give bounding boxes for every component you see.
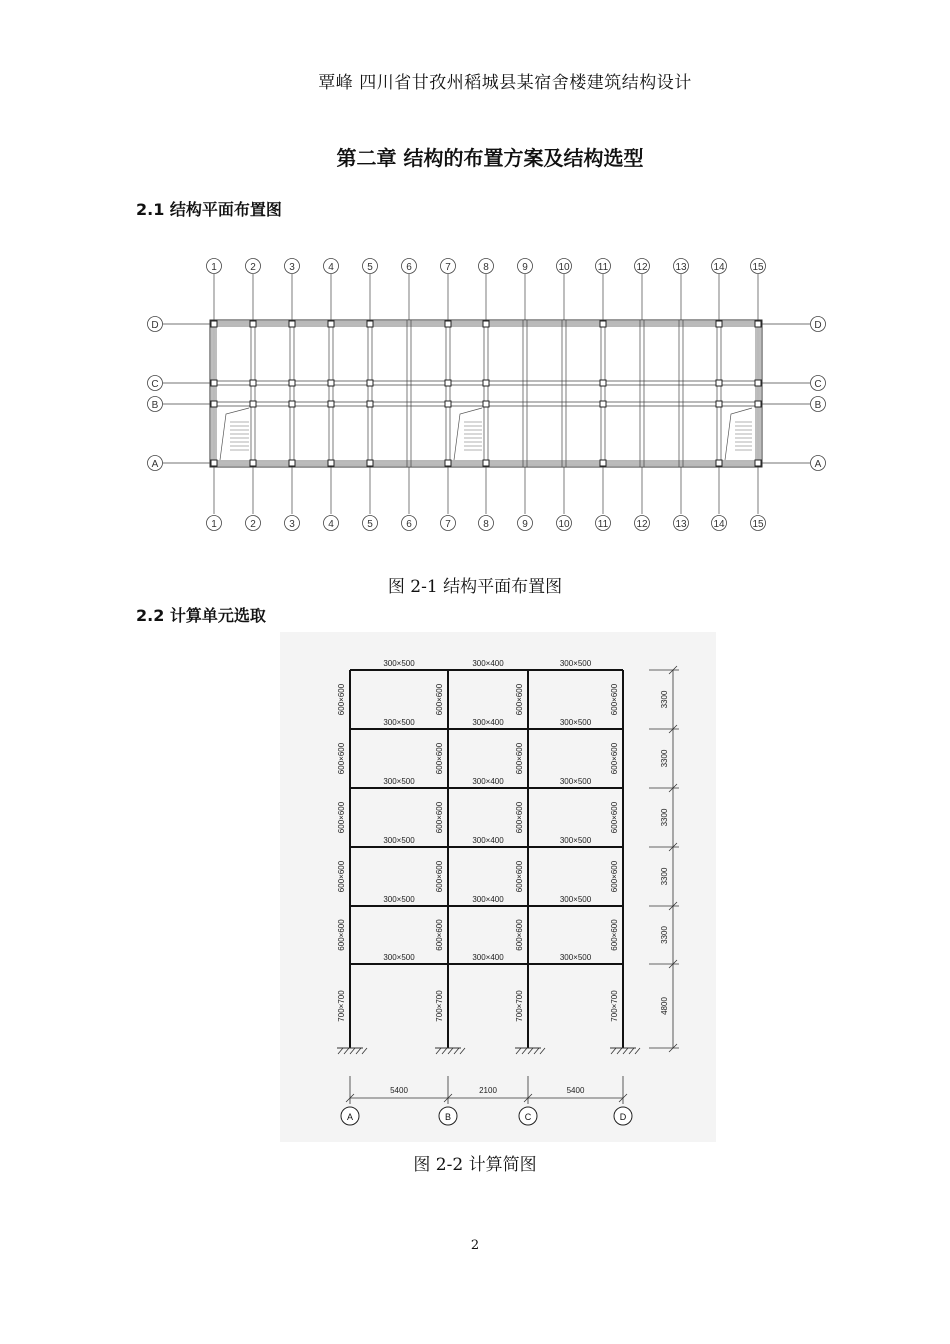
axis-number-bottom: 7 (445, 519, 451, 530)
axis-number-bottom: 3 (289, 519, 295, 530)
column (755, 401, 761, 407)
axis-number-top: 15 (752, 262, 764, 273)
column (716, 460, 722, 466)
column-label: 600×600 (337, 742, 346, 775)
stair (220, 408, 249, 460)
column (483, 460, 489, 466)
span-label: 5400 (566, 1086, 585, 1095)
structural-plan-figure (0, 250, 950, 540)
column-label: 600×600 (337, 683, 346, 716)
story-height-label: 3300 (660, 926, 669, 944)
column-label: 600×600 (435, 683, 444, 716)
column (367, 460, 373, 466)
chapter-title: 第二章 结构的布置方案及结构选型 (336, 146, 644, 170)
axis-label: B (444, 1112, 452, 1122)
column (250, 380, 256, 386)
beam-label: 300×400 (472, 953, 504, 962)
story-height-label: 3300 (660, 690, 669, 709)
column-label: 600×600 (610, 860, 619, 893)
beam-label: 300×400 (472, 659, 504, 668)
column (328, 401, 334, 407)
beam-label: 300×500 (559, 836, 592, 845)
beam-label: 300×500 (383, 836, 415, 845)
column-label: 600×600 (610, 801, 619, 834)
axis-number-bottom: 8 (483, 519, 489, 530)
column-label: 700×700 (610, 990, 619, 1022)
beam-label: 300×500 (559, 895, 592, 904)
story-height-label: 3300 (660, 749, 669, 768)
column (716, 321, 722, 327)
figure-2-1-caption: 图 2-1 结构平面布置图 (387, 577, 563, 597)
column-label: 600×600 (435, 801, 444, 834)
axis-number-top: 6 (406, 262, 412, 273)
axis-number-top: 12 (636, 262, 648, 273)
column-label: 600×600 (515, 801, 524, 834)
axis-label: D (619, 1112, 627, 1122)
axis-number-bottom: 5 (367, 519, 373, 530)
column-label: 600×600 (435, 860, 444, 893)
column (445, 321, 451, 327)
axis-number-top: 5 (367, 262, 373, 273)
axis-letter-left: A (151, 459, 159, 470)
axis-letter-right: D (814, 320, 822, 331)
axis-number-top: 10 (558, 262, 570, 273)
axis-number-top: 8 (483, 262, 489, 273)
axis-number-top: 7 (445, 262, 451, 273)
column-label: 600×600 (610, 683, 619, 716)
column (755, 321, 761, 327)
column (445, 380, 451, 386)
column (600, 460, 606, 466)
beam-label: 300×400 (472, 895, 504, 904)
column-label: 600×600 (435, 919, 444, 951)
axis-number-bottom: 9 (522, 519, 528, 530)
axis-number-top: 11 (597, 262, 609, 273)
figure-2-2-caption: 图 2-2 计算简图 (413, 1155, 537, 1175)
column (367, 380, 373, 386)
column (367, 321, 373, 327)
column (289, 401, 295, 407)
column (445, 401, 451, 407)
column (250, 460, 256, 466)
column-label: 600×600 (515, 683, 524, 716)
axis-number-top: 9 (522, 262, 528, 273)
axis-number-bottom: 15 (752, 519, 764, 530)
axis-number-top: 1 (211, 262, 217, 273)
section-heading-2-1: 2.1 结构平面布置图 (136, 200, 282, 219)
axis-number-bottom: 4 (328, 519, 334, 530)
axis-number-top: 4 (328, 262, 334, 273)
column-label: 600×600 (435, 742, 444, 775)
column (289, 321, 295, 327)
axis-number-bottom: 1 (211, 519, 217, 530)
axis-number-bottom: 10 (558, 519, 570, 530)
beam-label: 300×500 (383, 659, 415, 668)
column (211, 460, 217, 466)
column (328, 380, 334, 386)
column-label: 600×600 (515, 860, 524, 893)
beam-label: 300×500 (383, 777, 415, 786)
beam-label: 300×500 (559, 953, 592, 962)
axis-number-bottom: 6 (406, 519, 412, 530)
axis-letter-left: C (151, 379, 159, 390)
column (716, 380, 722, 386)
beam-label: 300×500 (559, 777, 592, 786)
axis-number-bottom: 12 (636, 519, 648, 530)
column (367, 401, 373, 407)
beam-label: 300×500 (559, 659, 592, 668)
column-label: 700×700 (515, 990, 524, 1022)
column (445, 460, 451, 466)
axis-label: C (524, 1112, 532, 1122)
column-label: 700×700 (337, 990, 346, 1022)
stair (725, 408, 752, 460)
column (211, 380, 217, 386)
beam-label: 300×400 (472, 718, 504, 727)
column-label: 600×600 (337, 919, 346, 951)
axis-label: A (346, 1112, 354, 1122)
span-label: 5400 (390, 1086, 408, 1095)
page-header: 覃峰 四川省甘孜州稻城县某宿舍楼建筑结构设计 (318, 73, 692, 93)
column (250, 321, 256, 327)
column (600, 380, 606, 386)
column (483, 321, 489, 327)
axis-number-top: 14 (713, 262, 725, 273)
axis-number-top: 3 (289, 262, 295, 273)
beam-label: 300×400 (472, 836, 504, 845)
axis-letter-right: C (814, 379, 822, 390)
column-label: 600×600 (610, 742, 619, 775)
column (755, 380, 761, 386)
calculation-diagram-figure (280, 632, 716, 1142)
axis-letter-right: A (814, 459, 822, 470)
axis-number-bottom: 14 (713, 519, 725, 530)
story-height-label: 4800 (660, 997, 669, 1015)
span-label: 2100 (479, 1086, 497, 1095)
column-label: 600×600 (337, 860, 346, 893)
column (250, 401, 256, 407)
column-label: 600×600 (515, 919, 524, 951)
beam-label: 300×500 (383, 718, 415, 727)
axis-letter-right: B (814, 400, 822, 411)
axis-number-bottom: 2 (250, 519, 256, 530)
column (289, 380, 295, 386)
stair (454, 408, 482, 460)
column (328, 460, 334, 466)
column (716, 401, 722, 407)
beam-label: 300×500 (383, 953, 415, 962)
column (600, 321, 606, 327)
axis-letter-left: B (151, 400, 159, 411)
column (483, 401, 489, 407)
axis-number-bottom: 11 (597, 519, 609, 530)
axis-number-bottom: 13 (675, 519, 687, 530)
axis-number-top: 2 (250, 262, 256, 273)
section-heading-2-2: 2.2 计算单元选取 (136, 606, 266, 625)
column (755, 460, 761, 466)
column (600, 401, 606, 407)
axis-number-top: 13 (675, 262, 687, 273)
column-label: 600×600 (610, 919, 619, 951)
beam-label: 300×500 (559, 718, 592, 727)
page-number: 2 (470, 1238, 480, 1253)
column-label: 700×700 (435, 990, 444, 1022)
column (211, 321, 217, 327)
plan-outline-inner (214, 324, 758, 463)
axis-letter-left: D (151, 320, 159, 331)
column (211, 401, 217, 407)
column-label: 600×600 (337, 801, 346, 834)
story-height-label: 3300 (660, 867, 669, 886)
story-height-label: 3300 (660, 808, 669, 827)
column-label: 600×600 (515, 742, 524, 775)
beam-label: 300×400 (472, 777, 504, 786)
column (328, 321, 334, 327)
beam-label: 300×500 (383, 895, 415, 904)
column (289, 460, 295, 466)
column (483, 380, 489, 386)
